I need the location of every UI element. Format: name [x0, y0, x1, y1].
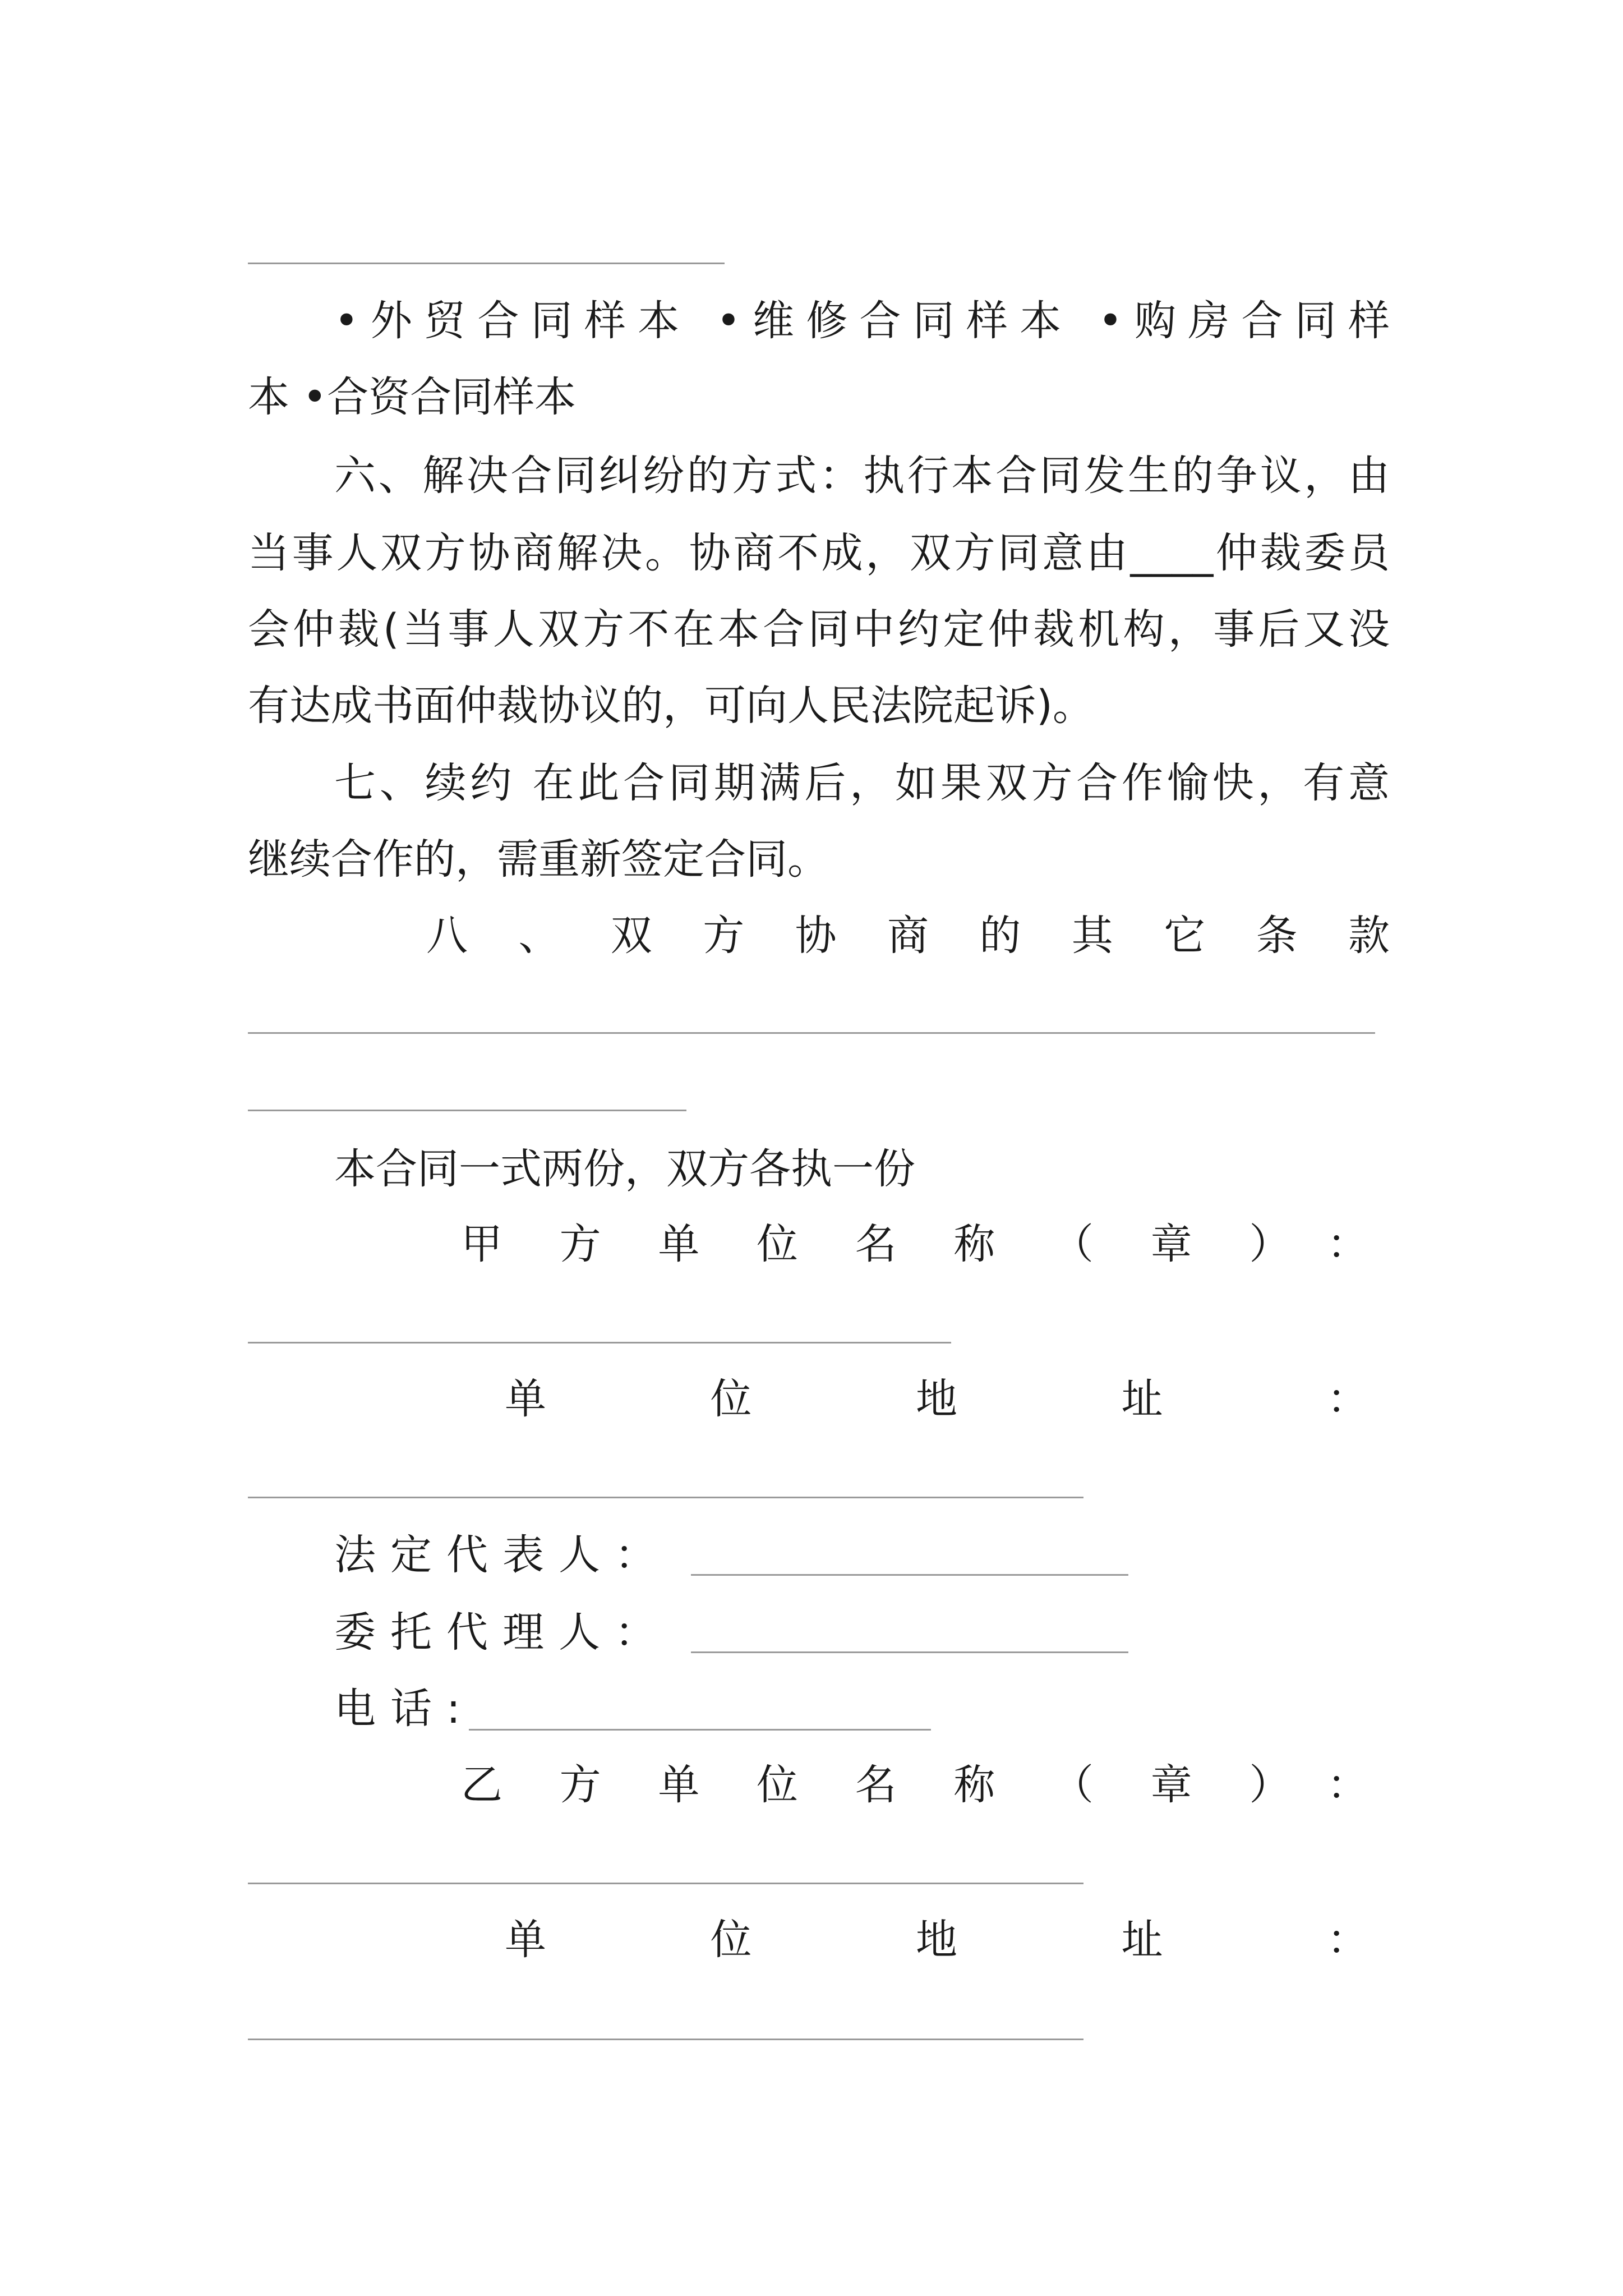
related-links-line-2: 本 •合资合同样本 [248, 373, 577, 421]
party-a-name-line [248, 1342, 951, 1343]
phone-line [469, 1729, 931, 1731]
copies-statement: 本合同一式两份，双方各执一份 [334, 1145, 915, 1193]
section-6-line-4: 有达成书面仲裁协议的，可向人民法院起诉)。 [248, 682, 1094, 730]
party-a-address-line [248, 1497, 1083, 1498]
party-a-phone-label [248, 1682, 1390, 1736]
agent-label: 委托代理人： [334, 1608, 671, 1657]
section-7-line-2: 继续合作的，需重新签定合同。 [248, 835, 829, 884]
legal-rep-line [691, 1574, 1128, 1576]
section-6-line-1: 六、解决合同纠纷的方式：执行本合同发生的争议，由 [334, 452, 1390, 500]
section-7-line-1: 七、续约 在此合同期满后，如果双方合作愉快，有意 [334, 759, 1390, 807]
section-8-blank-line-2 [248, 1110, 686, 1111]
agent-line [691, 1651, 1128, 1653]
section-6-line-3: 会仲裁(当事人双方不在本合同中约定仲裁机构，事后又没 [248, 605, 1390, 654]
party-a-name-label: 甲方单位名称（章）： [461, 1220, 1368, 1268]
party-b-address-label: 单位地址： [505, 1916, 1368, 1964]
related-links-line-1: •外贸合同样本 •维修合同样本 •购房合同样 [334, 297, 1390, 345]
top-rule [248, 263, 725, 264]
section-8-blank-line-1 [248, 1032, 1375, 1034]
party-b-name-line [248, 1883, 1083, 1884]
party-a-address-label: 单位地址： [505, 1375, 1368, 1423]
section-6-line-2: 当事人双方协商解决。协商不成，双方同意由____仲裁委员 [248, 529, 1390, 577]
legal-rep-label: 法定代表人： [334, 1531, 671, 1579]
party-b-name-label: 乙方单位名称（章）： [461, 1761, 1368, 1809]
party-b-address-line [248, 2039, 1083, 2040]
section-8-heading: 八、双方协商的其它条款 [426, 912, 1390, 960]
phone-label: 电话: [334, 1685, 475, 1733]
